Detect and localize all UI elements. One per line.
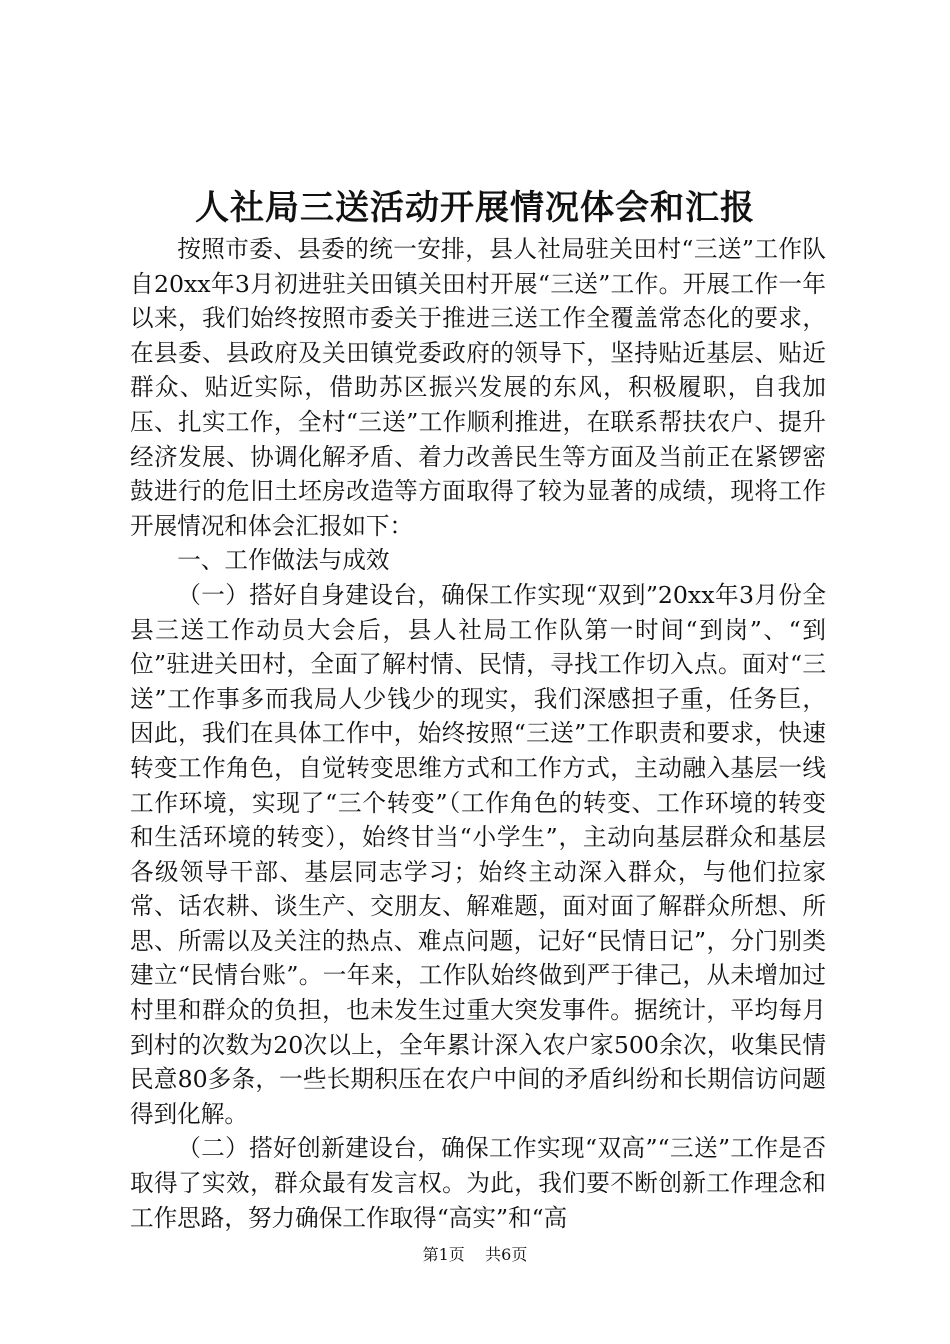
paragraph-section-2: （二）搭好创新建设台，确保工作实现“双高”“三送”工作是否取得了实效，群众最有发言权。为此，我们要不断创新工作理念和工作思路，努力确保工作取得“高实”和“高 — [130, 1134, 826, 1232]
page-total: 共6页 — [485, 1245, 528, 1264]
page-spacer — [470, 1245, 480, 1264]
paragraph-section-1: （一）搭好自身建设台，确保工作实现“双到”20xx年3月份全县三送工作动员大会后，县人社局工作队第一时间“到岗”、“到位”驻进关田村，全面了解村情、民情，寻找工作切入点。面对“三送”工作事多而我局人少钱少的现实，我们深感担子重，任务巨，因此，我们在具体工作中，始终按照“三送”工作职责和要求，快速转变工作角色，自觉转变思维方式和工作方式，主动融入基层一线工作环境，实现了“三个转变”（工作角色的转变、工作环境的转变和生活环境的转变），始终甘当“小学生”，主动向基层群众和基层各级领导干部、基层同志学习；始终主动深入群众，与他们拉家常、话农耕、谈生产、交朋友、解难题，面对面了解群众所想、所思、所需以及关注的热点、难点问题，记好“民情日记”，分门别类建立“民情台账”。一年来，工作队始终做到严于律己，从未增加过村里和群众的负担，也未发生过重大突发事件。据统计，平均每月到村的次数为20次以上，全年累计深入农户家500余次，收集民情民意80多条，一些长期积压在农户中间的矛盾纠纷和长期信访问题得到化解。 — [130, 580, 826, 1128]
page-number: 第1页 — [422, 1245, 465, 1264]
document-body — [130, 232, 826, 1235]
paragraph-intro: 按照市委、县委的统一安排，县人社局驻关田村“三送”工作队自20xx年3月初进驻关田镇关田村开展“三送”工作。开展工作一年以来，我们始终按照市委关于推进三送工作全覆盖常态化的要求，在县委、县政府及关田镇党委政府的领导下，坚持贴近基层、贴近群众、贴近实际，借助苏区振兴发展的东风，积极履职，自我加压、扎实工作，全村“三送”工作顺利推进，在联系帮扶农户、提升经济发展、协调化解矛盾、着力改善民生等方面及当前正在紧锣密鼓进行的危旧土坯房改造等方面取得了较为显著的成绩，现将工作开展情况和体会汇报如下： — [130, 235, 826, 540]
document-title: 人社局三送活动开展情况体会和汇报 — [195, 188, 755, 228]
section-heading: 一、工作做法与成效 — [177, 546, 390, 575]
page-footer — [0, 1244, 950, 1266]
